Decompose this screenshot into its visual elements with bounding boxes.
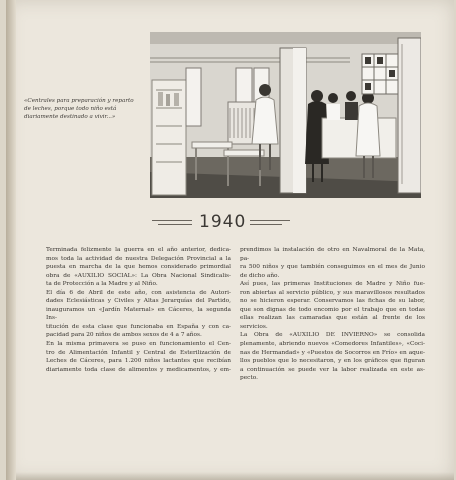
text-line: diariamente toda clase de alimentos y medicamentos, y em- — [46, 366, 231, 373]
binding-edge — [6, 0, 16, 480]
document-page — [6, 0, 454, 480]
text-line: ta de Protección a la Madre y al Niño. — [46, 281, 158, 288]
rule-right-bottom — [250, 224, 282, 225]
text-line: de dicho año. — [240, 272, 280, 279]
text-line: Así pues, las primeras Instituciones de Madre y Niño fue- — [240, 281, 425, 288]
text-line: La Obra de «AUXILIO DE INVIERNO» se consolida — [240, 332, 425, 339]
text-line: En la misma primavera se puso en funcionamiento el Cen- — [46, 341, 231, 348]
text-line: plenamente, abriendo nuevos «Comedores Infantiles», «Coci- — [240, 341, 425, 348]
page-bottom-shadow — [16, 472, 454, 480]
text-line: nas de Hermandad» y «Puestos de Socorros en Frío» en aque- — [240, 349, 425, 356]
text-line: no se hicieron esperar. Conservamos las fichas de su labor, — [240, 298, 425, 305]
text-line: pacidad para 20 niños de ambos sexos de 4 a 7 años. — [46, 332, 202, 339]
text-line: ron abiertas al servicio público, y sus maravillosos resultados — [240, 289, 425, 296]
photo-caption: «Centrales para preparación y reparto de leches, porque todo niño está diariamente destinado a vivir...» — [24, 98, 134, 120]
rule-right-top — [250, 220, 290, 221]
rule-left-top — [152, 220, 192, 221]
text-line: ellas realizan las camaradas que están al frente de los servicios. — [240, 315, 425, 330]
text-line: mos toda la actividad de nuestra Delegación Provincial a la — [46, 255, 231, 262]
text-line: obra de «AUXILIO SOCIAL»: La Obra Nacional Sindicalis- — [46, 272, 231, 279]
rule-left-bottom — [158, 224, 192, 225]
text-line: puesta en marcha de la que hemos considerado primordial — [46, 264, 231, 271]
text-line: tro de Alimentación Infantil y Central de Esterilización de — [46, 349, 231, 356]
text-line: El día 6 de Abril de este año, con asistencia de Autori- — [46, 289, 231, 296]
text-line: llos pueblos que lo necesitaron, y en los gráficos que figuran — [240, 358, 425, 365]
text-line: ra 500 niños y que también conseguimos en el mes de Junio — [240, 264, 425, 271]
text-line: pecto. — [240, 375, 258, 382]
text-line: que son dignas de todo encomio por el trabajo que en todas — [240, 306, 425, 313]
photo-illustration — [150, 32, 421, 198]
text-line: dades Eclesiásticas y Civiles y Altas Jerarquías del Partido, — [46, 298, 231, 305]
year-heading — [152, 210, 278, 236]
right-text-column — [240, 246, 425, 383]
year-label: 1940 — [199, 212, 247, 232]
text-line: Leches de Cáceres, para 1.200 niños lactantes que recibían — [46, 358, 231, 365]
text-line: titución de esta clase que funcionaba en España y con ca- — [46, 323, 231, 330]
text-line: prendimos la instalación de otro en Navalmoral de la Mata, pa- — [240, 247, 425, 262]
left-text-column — [46, 246, 231, 374]
nursery-kitchen-photo — [150, 32, 421, 198]
text-line: a continuación se puede ver la labor realizada en este as- — [240, 366, 425, 373]
text-line: inauguramos un «Jardín Maternal» en Cáceres, la segunda Ins- — [46, 306, 231, 322]
text-line: Terminada felizmente la guerra en el año anterior, dedica- — [46, 247, 231, 253]
